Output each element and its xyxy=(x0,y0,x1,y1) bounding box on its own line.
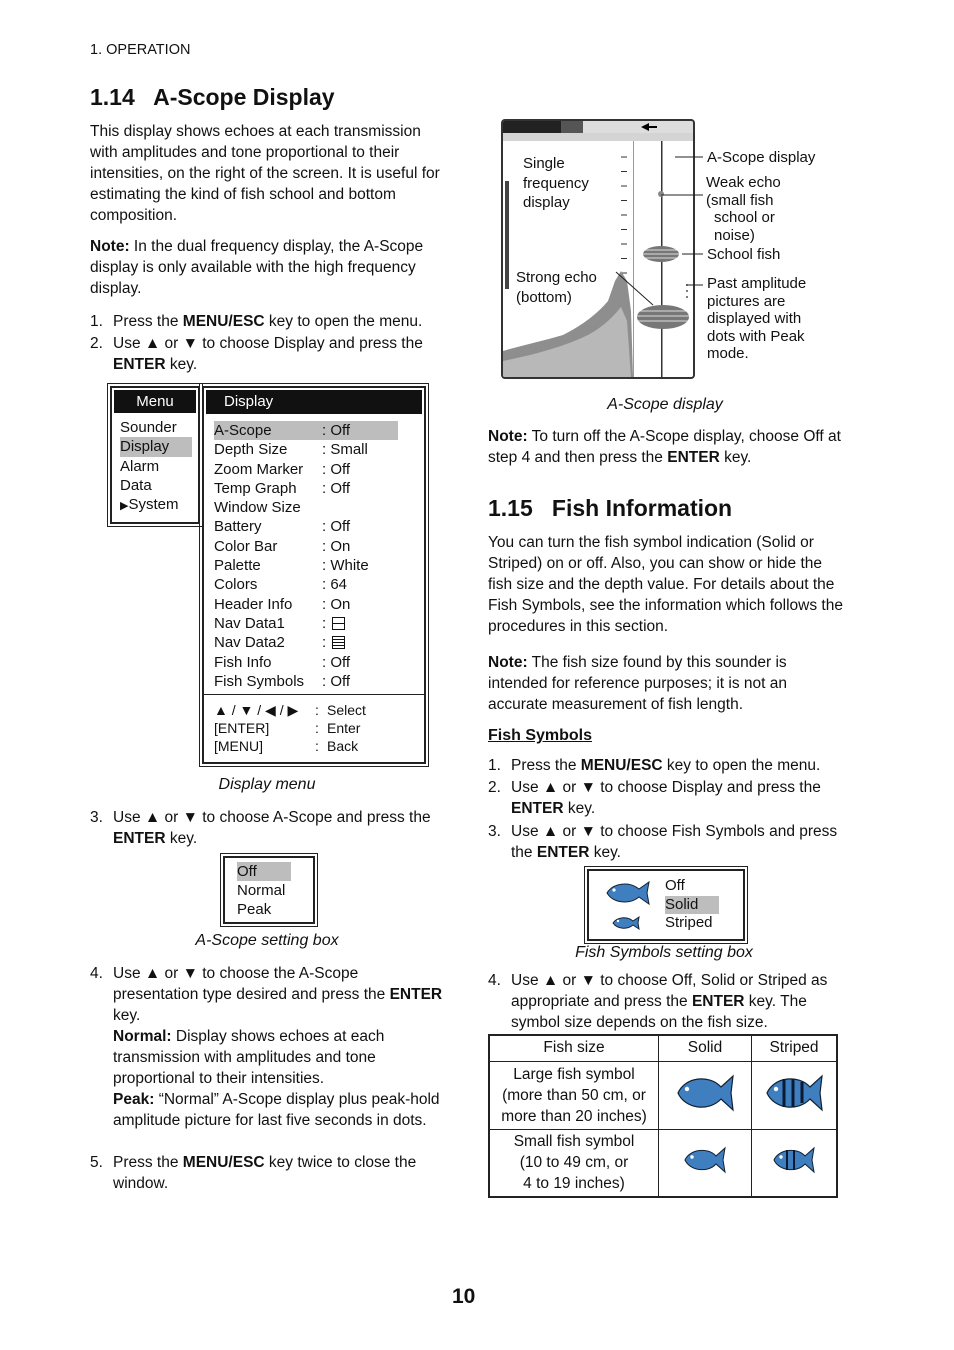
note-paragraph xyxy=(90,236,446,299)
fish-size-note: Note: The fish size found by this sounder is intended for reference purposes; it is not an accurate measurement of fish length. xyxy=(488,654,787,713)
option-peak[interactable]: Peak xyxy=(237,901,272,918)
display-menu-item[interactable] xyxy=(214,575,398,594)
label-strong-echo: Strong echo (bottom) xyxy=(516,269,597,306)
display-menu-item[interactable] xyxy=(214,633,398,652)
key-legend-sep: : xyxy=(315,720,319,736)
fish-step-4: 4. Use ▲ or ▼ to choose Off, Solid or Striped as appropriate and press the ENTER key. The symbol size depends on the fish size. xyxy=(488,972,828,1031)
note-label: Note: xyxy=(90,238,130,255)
menu-item-data[interactable]: Data xyxy=(120,476,152,494)
menu-item-value: : On xyxy=(322,595,351,613)
option-off[interactable]: Off xyxy=(237,862,291,881)
submenu-arrow-icon: ▶ xyxy=(120,500,129,513)
menu-item-value: : Off xyxy=(322,672,351,690)
display-submenu-title: Display xyxy=(206,390,422,414)
key-legend-sep: : xyxy=(315,702,319,718)
label-ascope-display: A-Scope display xyxy=(707,149,816,166)
table-header-striped: Striped xyxy=(752,1035,838,1061)
table-header-solid: Solid xyxy=(659,1035,752,1061)
menu-item-value: : Off xyxy=(322,518,351,536)
normal-label: Normal: xyxy=(113,1028,172,1045)
fish-step-1: 1. Press the MENU/ESC key to open the menu. xyxy=(488,757,821,774)
display-menu-item[interactable] xyxy=(214,614,398,633)
menu-item-label: Window Size xyxy=(214,499,301,517)
label-past-amplitude: Past amplitude pictures are displayed with dots with Peak mode. xyxy=(707,275,807,362)
key-legend-sep: : xyxy=(315,738,319,754)
key-legend-action: Enter xyxy=(327,720,361,736)
display-submenu-panel xyxy=(202,386,426,764)
display-menu-item[interactable] xyxy=(214,479,398,498)
menu-left-title: Menu xyxy=(114,390,196,413)
menu-item-value: : Off xyxy=(322,479,351,497)
running-header: 1. OPERATION xyxy=(90,42,191,58)
fish-icon xyxy=(605,879,653,935)
display-menu-item[interactable] xyxy=(214,460,398,479)
fish-size-table xyxy=(488,1034,838,1198)
section-title-1-14: 1.14 A-Scope Display xyxy=(90,84,335,110)
menu-item-value: : White xyxy=(322,557,369,575)
ascope-setting-caption: A-Scope setting box xyxy=(195,932,339,949)
key-legend-key: ▲ / ▼ / ◀ / ▶ xyxy=(214,702,299,718)
peak-label: Peak: xyxy=(113,1091,155,1108)
display-menu-item[interactable] xyxy=(214,595,398,614)
callout-lines xyxy=(600,140,710,340)
fish-symbols-caption: Fish Symbols setting box xyxy=(575,944,753,961)
key-legend-action: Select xyxy=(327,702,366,718)
nav-data-layout-icon xyxy=(332,636,345,649)
small-fish-cell: Small fish symbol (10 to 49 cm, or 4 to 19 inches) xyxy=(489,1129,659,1197)
display-menu-item[interactable] xyxy=(214,537,398,556)
large-solid-fish-icon xyxy=(675,1071,735,1115)
menu-item-label: Colors xyxy=(214,576,258,594)
menu-item-display[interactable]: Display xyxy=(120,437,192,456)
menu-item-label: Zoom Marker xyxy=(214,460,304,478)
display-menu-item[interactable] xyxy=(214,672,398,691)
display-menu-caption: Display menu xyxy=(218,776,316,793)
fish-symbols-heading: Fish Symbols xyxy=(488,727,593,744)
key-legend-action: Back xyxy=(327,738,359,754)
step-1: 1. Press the MENU/ESC key to open the menu. xyxy=(90,313,423,330)
ascope-figure-caption: A-Scope display xyxy=(607,396,723,413)
fish-symbols-setting-box xyxy=(587,869,745,941)
key-legend-key: [ENTER] xyxy=(214,720,270,736)
page-number: 10 xyxy=(452,1285,476,1308)
step-5: 5. Press the MENU/ESC key twice to close the window. xyxy=(90,1154,417,1192)
step-2: 2. Use ▲ or ▼ to choose Display and press the ENTER key. xyxy=(90,335,423,373)
large-solid-fish-cell xyxy=(659,1061,752,1129)
menu-item-label: Palette xyxy=(214,557,261,575)
small-striped-fish-icon xyxy=(772,1144,816,1176)
small-solid-fish-icon xyxy=(683,1144,727,1176)
ascope-off-note: Note: To turn off the A-Scope display, choose Off at step 4 and then press the ENTER key. xyxy=(488,428,841,466)
fish-step-2: 2. Use ▲ or ▼ to choose Display and press the ENTER key. xyxy=(488,779,821,817)
menu-item-sounder[interactable]: Sounder xyxy=(120,419,177,436)
nav-data-layout-icon xyxy=(332,617,345,630)
note-text: In the dual frequency display, the A-Scope display is only available with the high frequency display. xyxy=(90,238,424,297)
label-single-frequency: Single frequency display xyxy=(523,155,589,211)
ascope-setting-box xyxy=(223,856,315,924)
display-menu-item[interactable] xyxy=(214,653,398,672)
table-row xyxy=(489,1061,837,1129)
menu-item-label: Header Info xyxy=(214,595,293,613)
display-menu-item[interactable] xyxy=(214,421,398,440)
menu-item-value: : xyxy=(322,614,327,632)
display-menu-item[interactable] xyxy=(214,440,398,459)
menu-item-label: Fish Symbols xyxy=(214,672,305,690)
large-striped-fish-cell xyxy=(752,1061,838,1129)
label-school-fish: School fish xyxy=(707,246,781,263)
option-fish-solid[interactable]: Solid xyxy=(665,896,719,915)
small-striped-fish-cell xyxy=(752,1129,838,1197)
menu-item-label: Battery xyxy=(214,518,262,536)
menu-item-label: A-Scope xyxy=(214,422,272,439)
menu-item-label: Depth Size xyxy=(214,441,288,459)
menu-item-system[interactable]: ▶System xyxy=(120,496,179,514)
menu-item-value: : 64 xyxy=(322,576,348,594)
table-row xyxy=(489,1129,837,1197)
section-title-1-15: 1.15 Fish Information xyxy=(488,495,733,521)
fish-info-intro: You can turn the fish symbol indication (Solid or Striped) on or off. Also, you can show or hide the fish size and the depth value. For details about the Fish Symbols, see the information which follows the procedures in this section. xyxy=(488,534,843,635)
menu-item-value: : Off xyxy=(322,422,351,439)
menu-item-label: Nav Data1 xyxy=(214,614,285,632)
menu-item-value: : Off xyxy=(322,460,351,478)
large-striped-fish-icon xyxy=(764,1071,824,1115)
menu-item-label: Nav Data2 xyxy=(214,634,285,652)
menu-item-label: Color Bar xyxy=(214,537,278,555)
large-fish-cell: Large fish symbol (more than 50 cm, or more than 20 inches) xyxy=(489,1061,659,1129)
step-3: 3. Use ▲ or ▼ to choose A-Scope and press the ENTER key. xyxy=(90,809,431,847)
table-header-fish-size: Fish size xyxy=(489,1035,659,1061)
menu-item-value: : Small xyxy=(322,441,368,459)
small-solid-fish-cell xyxy=(659,1129,752,1197)
menu-item-value: : xyxy=(322,634,327,652)
menu-item-label: Fish Info xyxy=(214,653,272,671)
menu-left-panel xyxy=(110,386,200,524)
display-menu-list xyxy=(204,416,424,691)
menu-item-value: : On xyxy=(322,537,351,555)
label-weak-echo: Weak echo (small fish school or noise) xyxy=(706,174,781,244)
step-4: 4. Use ▲ or ▼ to choose the A-Scope presentation type desired and press the ENTER key. Normal: Display shows echoes at each transmission with amplitudes and tone proportional to their intensities. Peak: “Normal” A-Scope display plus peak-hold amplitude picture for last five seconds in dots. xyxy=(90,965,443,1129)
intro-paragraph: This display shows echoes at each transmission with amplitudes and tone proportional to their intensities, on the right of the screen. It is useful for estimating the kind of fish school and bottom composition. xyxy=(90,123,440,224)
option-fish-off[interactable]: Off xyxy=(665,877,685,894)
display-menu-item[interactable] xyxy=(214,517,398,536)
display-menu-item[interactable] xyxy=(214,556,398,575)
option-normal[interactable]: Normal xyxy=(237,882,286,899)
menu-item-alarm[interactable]: Alarm xyxy=(120,457,160,475)
menu-item-label: Temp Graph xyxy=(214,479,297,497)
key-legend-key: [MENU] xyxy=(214,738,263,754)
display-menu-item[interactable] xyxy=(214,498,398,517)
fish-step-3: 3. Use ▲ or ▼ to choose Fish Symbols and press the ENTER key. xyxy=(488,823,838,861)
option-fish-striped[interactable]: Striped xyxy=(665,914,713,931)
menu-item-value: : Off xyxy=(322,653,351,671)
